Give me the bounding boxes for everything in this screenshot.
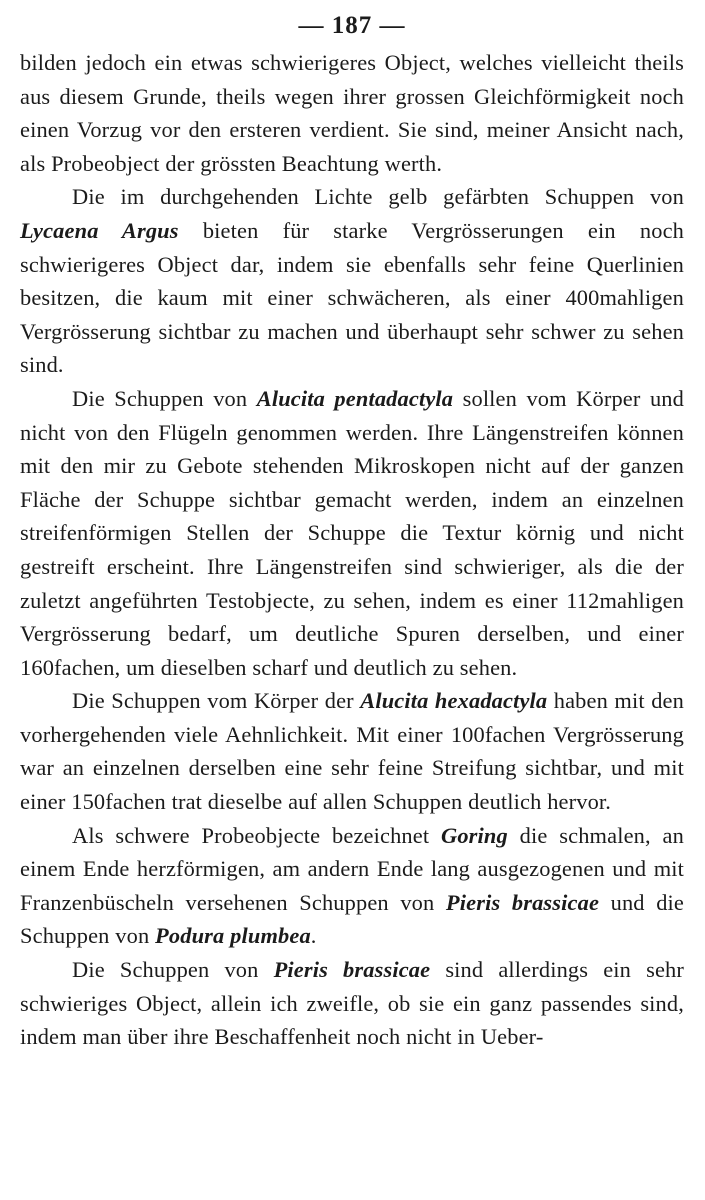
taxon-name: Pieris brassicae — [273, 957, 431, 983]
text-run: Die Schuppen vom Körper der — [72, 688, 361, 714]
text-run: Als schwere Probeobjecte bezeichnet — [72, 822, 442, 848]
text-run: sollen vom Körper und nicht von den Flügeln genommen werden. Ihre Längenstreifen können mit den mir zu Gebote stehenden Mikroskopen nicht auf der ganzen Fläche der Schuppe sichtbar gemacht werden, indem an einzelnen streifenförmigen Stellen der Schuppe die Textur körnig und nicht gestreift erscheint. Ihre Längenstreifen sind schwieriger, als die der zuletzt angeführten Testobjecte, zu sehen, indem es einer 112mahligen Vergrösserung bedarf, um deutliche Spuren derselben, und einer 160fachen, um dieselben scharf und deutlich zu sehen. — [20, 385, 684, 680]
taxon-name: Goring — [441, 822, 508, 848]
text-run: bieten für starke Vergrösserungen ein noch schwierigeres Object dar, indem sie ebenfalls sehr feine Querlinien besitzen, die kaum mit einer schwächeren, als einer 400mahligen Vergrösserung sichtbar zu machen und überhaupt sehr schwer zu sehen sind. — [20, 217, 684, 378]
book-page — [20, 6, 684, 1196]
text-run: und die Schuppen von — [20, 889, 684, 949]
text-run: . — [310, 923, 317, 949]
paragraph — [20, 180, 684, 382]
paragraph — [20, 819, 684, 953]
paragraph — [20, 46, 684, 180]
text-run: haben mit den vorhergehenden viele Aehnlichkeit. Mit einer 100fachen Vergrösserung war an einzelnen derselben eine sehr feine Streifung sichtbar, und mit einer 150fachen trat dieselbe auf allen Schuppen deutlich hervor. — [20, 688, 684, 815]
text-run: Die im durchgehenden Lichte gelb gefärbten Schuppen von — [72, 184, 684, 210]
paragraph — [20, 684, 684, 818]
text-run: sind allerdings ein sehr schwieriges Object, allein ich zweifle, ob sie ein ganz passendes sind, indem man über ihre Beschaffenheit noch nicht in Ueber- — [20, 957, 684, 1050]
text-run: bilden jedoch ein etwas schwierigeres Object, welches vielleicht theils aus diesem Grunde, theils wegen ihrer grossen Gleichförmigkeit noch einen Vorzug vor den ersteren verdient. Sie sind, meiner Ansicht nach, als Probeobject der grössten Beachtung werth. — [20, 50, 684, 176]
taxon-name: Podura plumbea — [155, 923, 311, 949]
paragraph — [20, 382, 684, 684]
taxon-name: Pieris brassicae — [445, 889, 600, 915]
text-run: die schmalen, an einem Ende herzförmigen, am andern Ende lang ausgezogenen und mit Franzenbüscheln versehenen Schuppen von — [20, 822, 684, 915]
page-number: — 187 — — [298, 12, 406, 39]
taxon-name: Lycaena Argus — [20, 217, 179, 243]
taxon-name: Alucita pentadactyla — [256, 385, 454, 411]
paragraph — [20, 953, 684, 1054]
body-text — [20, 46, 684, 1054]
taxon-name: Alucita hexadactyla — [360, 688, 548, 714]
text-run: Die Schuppen von — [72, 957, 274, 983]
text-run: Die Schuppen von — [72, 385, 257, 411]
